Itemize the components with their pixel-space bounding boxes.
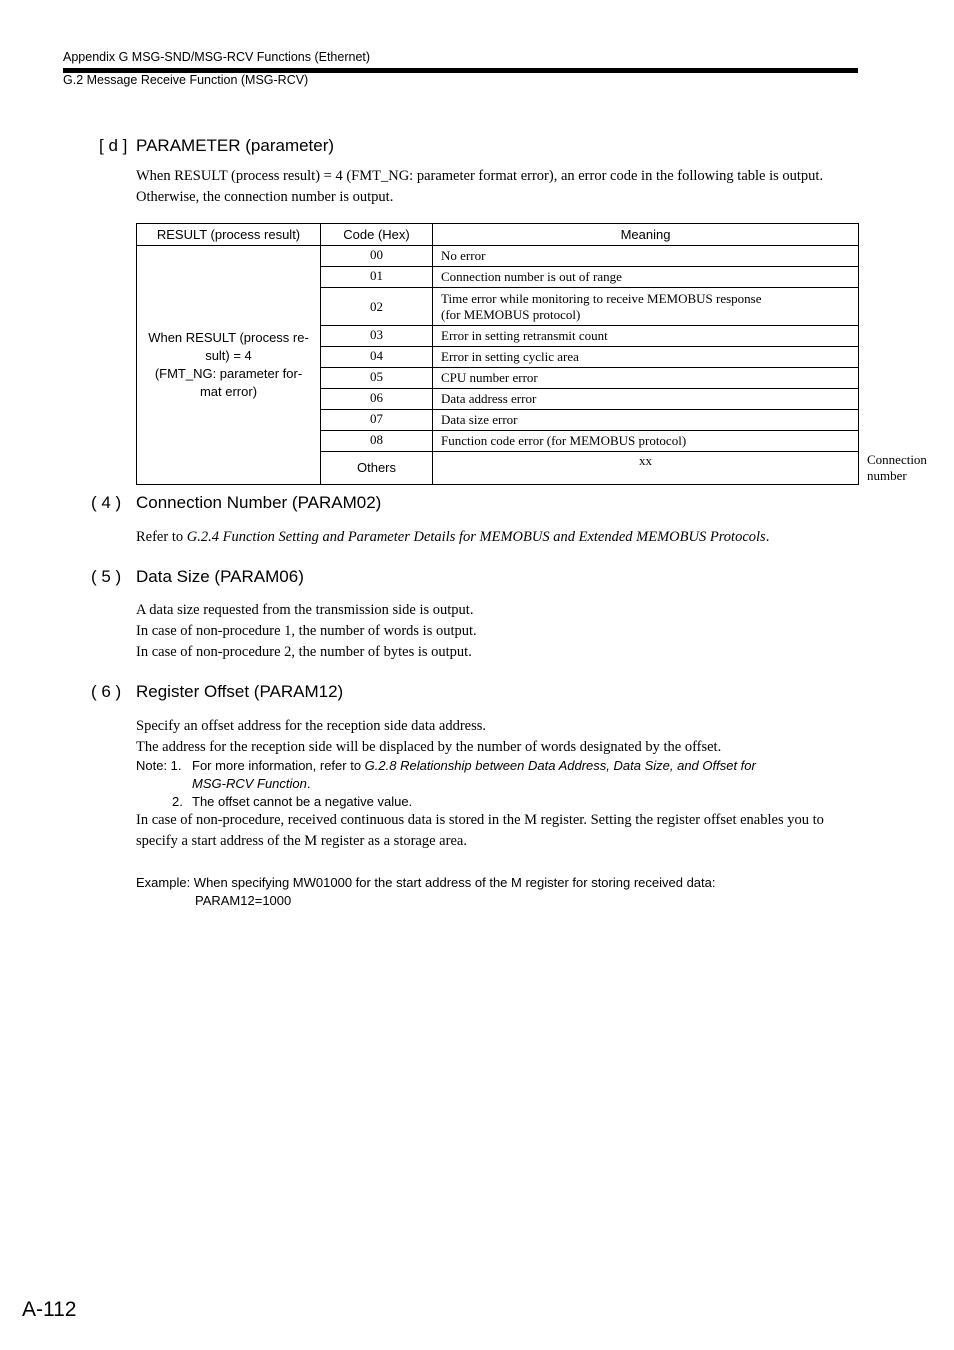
section5-line: In case of non-procedure 1, the number of words is output. [136, 623, 477, 639]
section6-title: Register Offset (PARAM12) [136, 682, 344, 701]
note-label: Note: 1. [136, 758, 182, 773]
section5-number: ( 5 ) [91, 567, 122, 586]
result-group-cell [137, 246, 321, 485]
meaning-cell: Connection number is out of range [433, 267, 859, 288]
note-2-text: The offset cannot be a negative value. [192, 794, 413, 809]
section6-number: ( 6 ) [91, 682, 122, 701]
meaning-cell: Data address error [433, 389, 859, 410]
running-header-section: G.2 Message Receive Function (MSG-RCV) [63, 73, 309, 87]
meaning-cell: CPU number error [433, 368, 859, 389]
meaning-line: (for MEMOBUS protocol) [441, 306, 581, 322]
meaning-cell [433, 288, 859, 326]
parameter-text-1: When RESULT (process result) = 4 (FMT_NG: parameter format error), an error code in the following table is output. [136, 168, 824, 184]
parameter-heading-title: PARAMETER (parameter) [136, 136, 335, 155]
section4-title: Connection Number (PARAM02) [136, 493, 382, 512]
code-cell: 03 [321, 326, 433, 347]
section4-text-suffix: . [765, 529, 770, 545]
meaning-cell: Error in setting retransmit count [433, 326, 859, 347]
section4-reference: G.2.4 Function Setting and Parameter Details for MEMOBUS and Extended MEMOBUS Protocols [186, 529, 766, 545]
table-header-row [137, 224, 859, 246]
parameter-text-2: Otherwise, the connection number is output. [136, 189, 394, 205]
result-group-label: (FMT_NG: parameter for- [154, 366, 303, 381]
result-group-label: mat error) [199, 384, 258, 399]
note-1-reference: G.2.8 Relationship between Data Address, Data Size, and Offset for [364, 758, 756, 773]
meaning-cell: Function code error (for MEMOBUS protocol) [433, 431, 859, 452]
code-cell: 02 [321, 288, 433, 326]
note-1-continuation [136, 775, 836, 793]
section5-title: Data Size (PARAM06) [136, 567, 304, 586]
result-others-cell: Others [321, 452, 433, 485]
code-cell: 01 [321, 267, 433, 288]
meaning-cell: Data size error [433, 410, 859, 431]
code-cell: xx [433, 452, 859, 485]
section5-heading [91, 567, 304, 587]
section4-heading [91, 493, 381, 513]
code-cell: 07 [321, 410, 433, 431]
table-row-others: Others xx Connection number [137, 452, 859, 485]
section6-text [136, 716, 721, 758]
section6-line: Specify an offset address for the reception side data address. [136, 718, 487, 734]
example-line: Example: When specifying MW01000 for the start address of the M register for storing received data: [136, 875, 716, 890]
note-1-reference-2: MSG-RCV Function [192, 776, 307, 791]
error-code-table [136, 223, 927, 485]
section5-line: A data size requested from the transmission side is output. [136, 602, 474, 618]
parameter-heading-number: [ d ] [99, 136, 128, 155]
parameter-description [136, 166, 858, 208]
table-header-result: RESULT (process result) [137, 224, 321, 246]
section6-line: The address for the reception side will be displaced by the number of words designated by the offset. [136, 739, 722, 755]
section4-text-prefix: Refer to [136, 529, 187, 545]
parameter-heading [99, 136, 334, 156]
meaning-cell: Error in setting cyclic area [433, 347, 859, 368]
section6-line: specify a start address of the M register as a storage area. [136, 833, 467, 849]
meaning-line: Time error while monitoring to receive MEMOBUS response [441, 290, 762, 306]
section4-number: ( 4 ) [91, 493, 122, 512]
example-value: PARAM12=1000 [195, 893, 292, 908]
note-2 [136, 793, 836, 811]
page-number: A-112 [22, 1298, 77, 1321]
section6-heading [91, 682, 343, 702]
code-cell: 05 [321, 368, 433, 389]
table-row [137, 246, 859, 267]
section5-line: In case of non-procedure 2, the number of bytes is output. [136, 644, 472, 660]
result-group-label: When RESULT (process re- [148, 330, 309, 345]
note-1-text-2 [192, 775, 311, 793]
section5-text [136, 600, 477, 663]
section4-text [136, 527, 769, 548]
note-1-text [192, 757, 756, 775]
code-cell: 06 [321, 389, 433, 410]
note-1 [136, 757, 836, 775]
section6-example [136, 874, 716, 910]
section6-line: In case of non-procedure, received continuous data is stored in the M register. Setting the register offset enables you to [136, 812, 824, 828]
note-1-suffix: . [306, 776, 311, 791]
running-header-chapter: Appendix G MSG-SND/MSG-RCV Functions (Ethernet) [63, 50, 371, 64]
code-cell: 00 [321, 246, 433, 267]
meaning-cell: No error [433, 246, 859, 267]
code-cell: 04 [321, 347, 433, 368]
note-1-prefix: For more information, refer to [192, 758, 365, 773]
table-header-code: Code (Hex) [321, 224, 433, 246]
note-2-label: 2. [172, 794, 183, 809]
table-header-meaning: Meaning [433, 224, 859, 246]
code-cell: 08 [321, 431, 433, 452]
section6-notes [136, 757, 836, 811]
result-group-label: sult) = 4 [205, 348, 252, 363]
section6-text-2 [136, 810, 861, 852]
